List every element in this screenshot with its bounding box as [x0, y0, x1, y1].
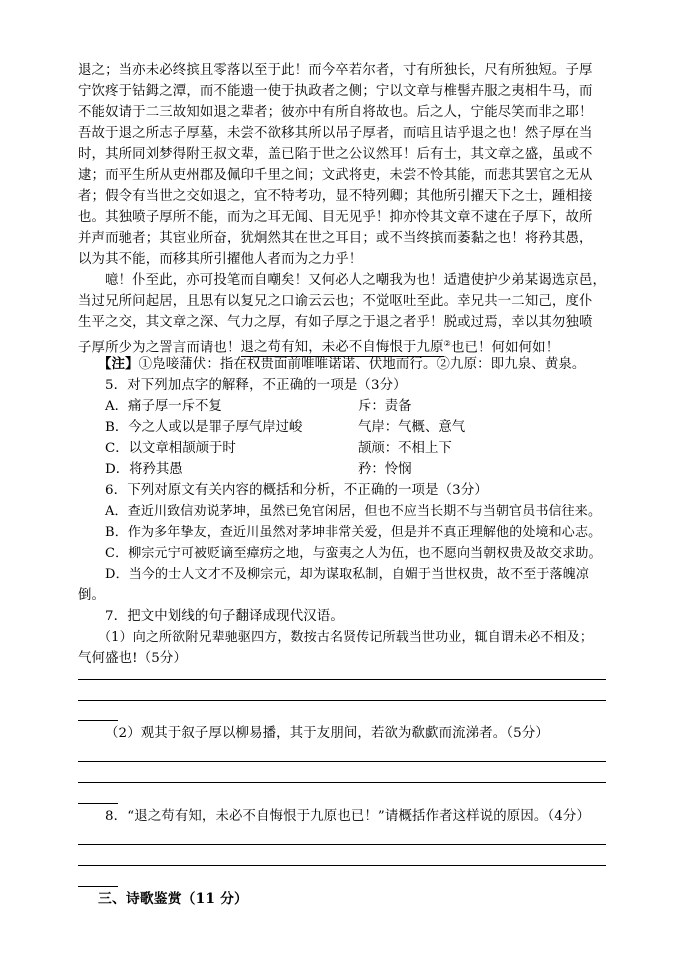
- question-stem: 6．下列对原文有关内容的概括和分析，不正确的一项是（3分）: [105, 483, 488, 498]
- passage-line: 宁饮疼于钴鉧之潭，而不能遗一使于执政者之侧；宁以文章与椎髻卉服之夷相牛马，而: [78, 84, 593, 99]
- option-b: B．作为多年挚友，查近川虽然对茅坤非常关爱，但是并不真正理解他的处境和心志。: [105, 525, 602, 540]
- answer-line[interactable]: [78, 761, 606, 762]
- passage-line: 逮；而平生所从吏州郡及佩印千里之间；文武将吏，未尝不怜其能，而悲其罢官之无从: [78, 168, 593, 183]
- note-label: 【注】: [98, 356, 139, 372]
- answer-line[interactable]: [78, 782, 606, 783]
- question-stem: 5．对下列加点字的解释，不正确的一项是（3分）: [105, 378, 407, 393]
- option-a-gloss: 斥：责备: [358, 399, 412, 414]
- answer-line[interactable]: [78, 700, 606, 701]
- passage-text: 子厚所少为之詈言而请也！: [78, 340, 241, 356]
- passage-line: 者；假令有当世之交如退之，宜不特考功，显不特列卿；其他所引擢天下之士，踵相接: [78, 189, 593, 204]
- passage-line: 噫！仆至此，亦可投笔而自嘲矣！又何必人之嘲我为也！适遣使护少弟某谒选京邑，: [105, 273, 607, 288]
- option-d: D．将矜其愚: [105, 462, 183, 477]
- answer-line[interactable]: [78, 720, 118, 721]
- option-b-gloss: 气岸：气概、意气: [358, 420, 466, 435]
- answer-line[interactable]: [78, 679, 606, 680]
- question-stem: 7．把文中划线的句子翻译成现代汉语。: [105, 609, 344, 624]
- option-d: D．当今的士人文才不及柳宗元，却为谋取私制，自媚于当世权贵，故不至于落魄凉: [105, 567, 589, 582]
- footnote-marker: ②: [443, 339, 451, 348]
- note-text: ①凫唼蒲伏：指在权贵面前唯唯诺诺、伏地而行。②九原：即九泉、黄泉。: [138, 357, 586, 372]
- sentence-1: （1）向之所欲附兄辈驰驱四方，数按古名贤传记所载当世功业，辄自谓未必不相及；: [98, 630, 593, 645]
- passage-line: 时，其所同刘梦得附王叔文辈，盖已陷于世之公议然耳！后有士，其文章之盛，虽或不: [78, 147, 593, 162]
- passage-line: 并声而驰者；其宦业所奋，犹炯然其在世之耳目；或不当终摈而萎黏之也！将矜其愚，: [78, 231, 593, 246]
- passage-text: 也已！何如何如！: [450, 340, 560, 356]
- answer-line[interactable]: [78, 844, 606, 845]
- passage-line: 以为其不能，而移其所引擢他人者而为之力乎！: [78, 252, 363, 267]
- option-d-continued: 倒。: [78, 588, 106, 603]
- option-d-gloss: 矜：怜悯: [358, 462, 412, 477]
- passage-line: 生平之交，其文章之深、气力之厚，有如子厚之于退之者乎！脱或过焉，幸以其勿独喷: [78, 315, 593, 330]
- answer-line[interactable]: [78, 865, 606, 866]
- question-stem: 8．“退之苟有知，未必不自悔恨于九原也已！”请概括作者这样说的原因。（4分）: [105, 809, 591, 824]
- option-a: A．查近川致信劝说茅坤，虽然已免官闲居，但也不应当长期不与当朝官员书信往来。: [105, 504, 602, 519]
- option-c: C．柳宗元宁可被贬谪至瘴疠之地，与蛮夷之人为伍，也不愿向当朝权贵及故交求助。: [105, 546, 602, 561]
- section-heading: 三、诗歌鉴赏（11 分）: [98, 891, 248, 907]
- passage-line: 不能奴请于二三故知如退之辈者；彼亦中有所自将故也。后之人，宁能尽笑而非之耶！: [78, 105, 593, 120]
- answer-line[interactable]: [78, 886, 118, 887]
- passage-line: 吾故于退之所志子厚墓，未尝不欲移其所以吊子厚者，而唁且诘乎退之也！然子厚在当: [78, 126, 593, 141]
- option-a: A．痛子厚一斥不复: [105, 399, 222, 414]
- passage-line: 退之；当亦未必终摈且零落以至于此！而今卒若尔者，寸有所独长，尺有所独短。子厚: [78, 63, 593, 78]
- annotation-note: [98, 354, 585, 375]
- option-c-gloss: 颉颃：不相上下: [358, 441, 452, 456]
- option-c: C．以文章相颉颃于时: [105, 441, 236, 456]
- passage-line: 也。其独喷子厚所不能，而为之耳无闻、目无见乎！抑亦怜其文章不逮在子厚下，故所: [78, 210, 593, 225]
- sentence-2: （2）观其于叙子厚以柳易播，其于友朋间，若欲为欷歔而流涕者。（5分）: [105, 726, 549, 741]
- option-b: B．今之人或以是罪子厚气岸过峻: [105, 420, 303, 435]
- sentence-1-continued: 气何盛也!（5分）: [78, 651, 187, 666]
- passage-line: 当过兄所问起居，且思有以复兄之口谕云云也；不觉呕吐至此。幸兄共一二知己，度仆: [78, 294, 593, 309]
- answer-line[interactable]: [78, 803, 118, 804]
- underlined-sentence: 退之苟有知，未必不自悔恨于九原: [240, 340, 444, 356]
